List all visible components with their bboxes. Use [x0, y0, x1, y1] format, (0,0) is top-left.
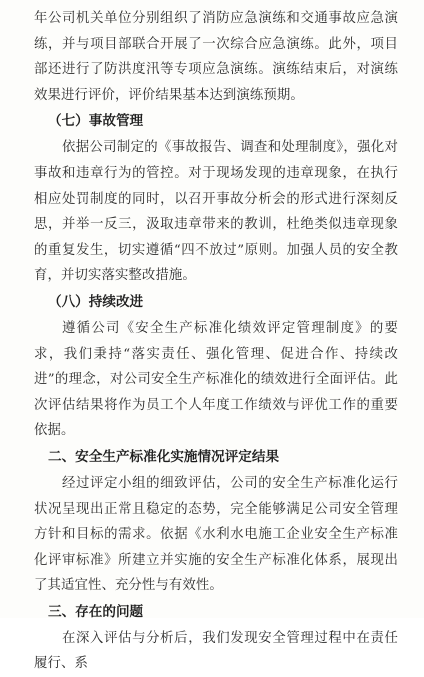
paragraph-continuous-improvement: 遵循公司《安全生产标准化绩效评定管理制度》的要求，我们秉持“落实责任、强化管理、促进合作、持续改进”的理念，对公司安全生产标准化的绩效进行全面评估。此次评估结果将作为员工个人年度工作绩效与评优工作的重要依据。: [34, 320, 398, 439]
paragraph-drill-summary: 年公司机关单位分别组织了消防应急演练和交通事故应急演练，并与项目部联合开展了一次综合应急演练。此外，项目部还进行了防洪度汛等专项应急演练。演练结束后，对演练效果进行评价，评价结果基本达到演练预期。: [34, 11, 398, 103]
heading-existing-problems: 三、存在的问题: [48, 603, 144, 620]
paragraph-evaluation-result: 经过评定小组的细致评估，公司的安全生产标准化运行状况呈现出正常且稳定的态势，完全能够满足公司安全管理方针和目标的需求。依据《水利水电施工企业安全生产标准化评审标准》所建立并实施的安全生产标准化体系，展现出了其适宜性、充分性与有效性。: [34, 475, 398, 594]
heading-evaluation-result: 二、安全生产标准化实施情况评定结果: [48, 448, 280, 465]
heading-accident-management: （七）事故管理: [48, 113, 144, 130]
document-body: [34, 6, 398, 677]
paragraph-existing-problems: 在深入评估与分析后，我们发现安全管理过程中在责任履行、系: [34, 630, 398, 672]
heading-continuous-improvement: （八）持续改进: [48, 293, 144, 310]
paragraph-accident-management: 依据公司制定的《事故报告、调查和处理制度》，强化对事故和违章行为的管控。对于现场发现的违章现象，在执行相应处罚制度的同时，以召开事故分析会的形式进行深刻反思，并举一反三，汲取违章带来的教训，杜绝类似违章现象的重复发生，切实遵循“四不放过”原则。加强人员的安全教育，并切实落实整改措施。: [34, 140, 398, 284]
